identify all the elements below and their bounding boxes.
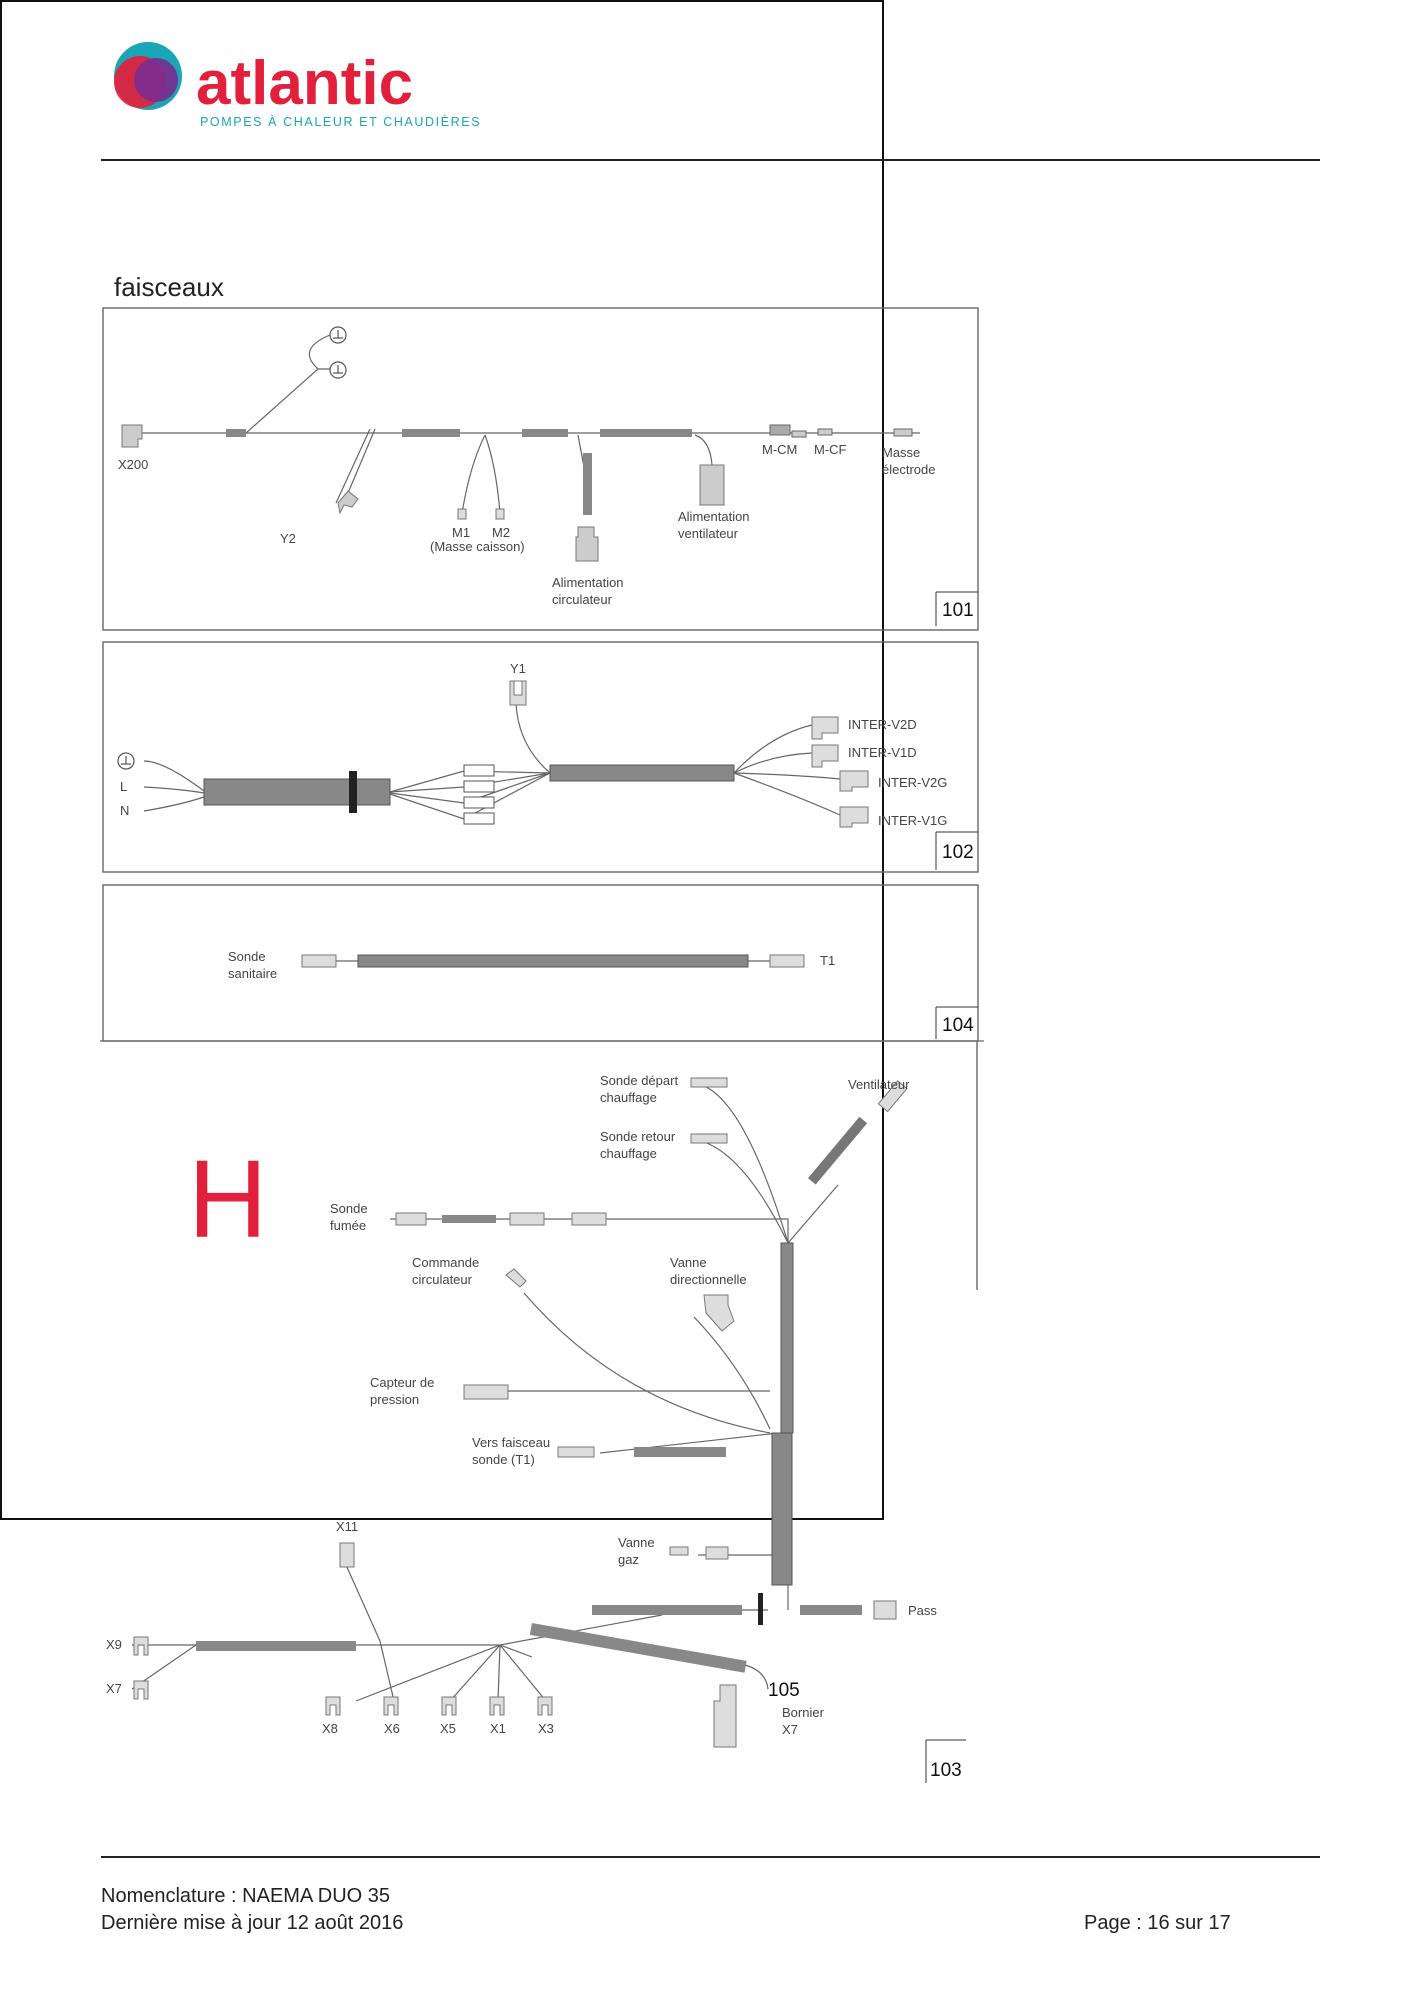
label-n: N xyxy=(120,803,130,818)
label-sonde-retour-2: chauffage xyxy=(600,1146,657,1161)
label-sonde-retour-1: Sonde retour xyxy=(600,1129,676,1144)
label-vers-1: Vers faisceau xyxy=(472,1435,551,1450)
label-x5: X5 xyxy=(440,1721,456,1736)
label-sonde-san-2: sanitaire xyxy=(228,966,278,981)
label-mcm: M-CM xyxy=(762,442,798,457)
label-inter-v1g: INTER-V1G xyxy=(878,813,948,828)
label-x1: X1 xyxy=(490,1721,506,1736)
label-x9: X9 xyxy=(106,1637,122,1652)
label-x8: X8 xyxy=(322,1721,338,1736)
label-x11: X11 xyxy=(336,1519,359,1534)
label-masse-caisson: (Masse caisson) xyxy=(430,539,525,554)
footer-nomenclature: Nomenclature : NAEMA DUO 35 xyxy=(101,1885,390,1907)
label-m2: M2 xyxy=(492,525,511,540)
label-sonde-depart-1: Sonde départ xyxy=(600,1073,679,1088)
label-bornier-2: X7 xyxy=(782,1722,798,1737)
panel-102-frame xyxy=(103,642,978,872)
label-alim-vent-2: ventilateur xyxy=(678,526,738,541)
panel-103-number: 103 xyxy=(930,1760,962,1781)
label-vanne-gaz-1: Vanne xyxy=(618,1535,655,1550)
panel-104-number: 104 xyxy=(942,1015,974,1036)
brand-logo xyxy=(112,38,492,138)
panel-104 xyxy=(228,949,974,1036)
logo-circle-purple xyxy=(134,58,178,102)
panel-101-frame xyxy=(103,308,978,630)
label-l: L xyxy=(120,779,128,794)
footer-rule xyxy=(101,1856,1320,1858)
label-mcf: M-CF xyxy=(814,442,847,457)
label-ventilateur: Ventilateur xyxy=(848,1077,910,1092)
label-pass: Pass xyxy=(908,1603,937,1618)
brand-name: atlantic xyxy=(196,49,414,118)
label-vers-2: sonde (T1) xyxy=(472,1452,535,1467)
harness-diagram xyxy=(100,305,984,1825)
label-x7: X7 xyxy=(106,1681,122,1696)
label-inter-v1d: INTER-V1D xyxy=(848,745,917,760)
footer-page-number: Page : 16 sur 17 xyxy=(1084,1912,1231,1934)
panel-102 xyxy=(118,661,974,863)
label-commande-2: circulateur xyxy=(412,1272,472,1287)
label-y1: Y1 xyxy=(510,661,526,676)
label-alim-vent-1: Alimentation xyxy=(678,509,750,524)
footer-last-update: Dernière mise à jour 12 août 2016 xyxy=(101,1912,404,1934)
label-x6: X6 xyxy=(384,1721,400,1736)
brand-tagline: POMPES À CHALEUR ET CHAUDIÈRES xyxy=(200,115,482,129)
label-bornier-1: Bornier xyxy=(782,1705,824,1720)
label-commande-1: Commande xyxy=(412,1255,480,1270)
panel-101-number: 101 xyxy=(942,600,974,621)
label-vanne-gaz-2: gaz xyxy=(618,1552,639,1567)
label-sonde-fumee-2: fumée xyxy=(330,1218,367,1233)
label-sonde-depart-2: chauffage xyxy=(600,1090,657,1105)
label-capteur-2: pression xyxy=(370,1392,420,1407)
label-capteur-1: Capteur de xyxy=(370,1375,435,1390)
label-inter-v2d: INTER-V2D xyxy=(848,717,917,732)
label-t1: T1 xyxy=(820,953,836,968)
label-x3: X3 xyxy=(538,1721,554,1736)
label-inter-v2g: INTER-V2G xyxy=(878,775,948,790)
label-alim-circ-1: Alimentation xyxy=(552,575,624,590)
section-title: faisceaux xyxy=(114,272,224,302)
header-rule xyxy=(101,159,1320,161)
label-y2: Y2 xyxy=(280,531,296,546)
label-sonde-fumee-1: Sonde xyxy=(330,1201,368,1216)
panel-103 xyxy=(100,1041,984,1781)
label-m1: M1 xyxy=(452,525,471,540)
label-sonde-san-1: Sonde xyxy=(228,949,266,964)
panel-102-number: 102 xyxy=(942,842,974,863)
marker-h: H xyxy=(188,1138,268,1261)
panel-105-number: 105 xyxy=(768,1680,800,1701)
label-masse-1: Masse xyxy=(882,445,921,460)
panel-101 xyxy=(118,327,974,621)
label-vanne-dir-2: directionnelle xyxy=(670,1272,747,1287)
label-alim-circ-2: circulateur xyxy=(552,592,612,607)
label-x200: X200 xyxy=(118,457,149,472)
label-vanne-dir-1: Vanne xyxy=(670,1255,707,1270)
label-masse-2: électrode xyxy=(882,462,936,477)
